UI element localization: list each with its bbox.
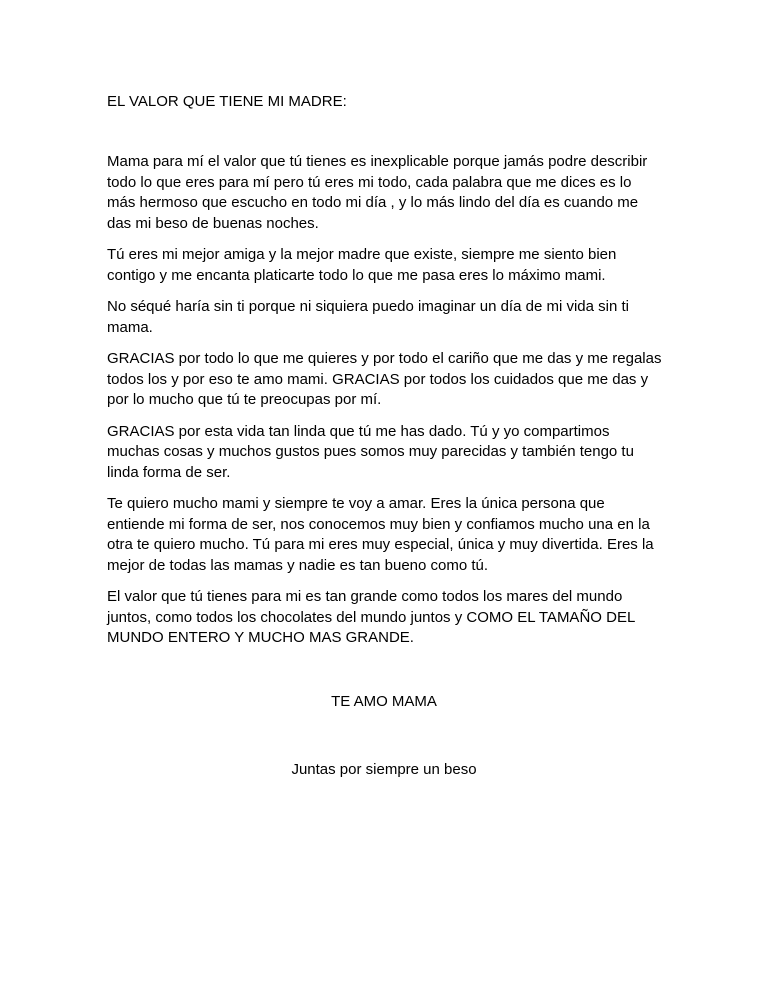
document-title: EL VALOR QUE TIENE MI MADRE: — [107, 93, 347, 110]
paragraph: El valor que tú tienes para mi es tan grande como todos los mares del mundo juntos, como todos los chocolates del mundo juntos y COMO EL TAMAÑO DEL MUNDO ENTERO Y MUCHO MAS GRANDE. — [107, 588, 635, 646]
closing-signoff-line: Juntas por siempre un beso — [291, 761, 477, 778]
paragraph: No séqué haría sin ti porque ni siquiera puedo imaginar un día de mi vida sin ti mama. — [107, 298, 629, 336]
paragraph: Te quiero mucho mami y siempre te voy a amar. Eres la única persona que entiende mi forma de ser, nos conocemos muy bien y confiamos mucho una en la otra te quiero mucho. Tú para mi eres muy especial, única y muy divertida. Eres la mejor de todas las mamas y nadie es tan bueno como tú. — [107, 495, 654, 574]
document-body — [107, 152, 663, 660]
paragraph: Mama para mí el valor que tú tienes es inexplicable porque jamás podre describir todo lo que eres para mí pero tú eres mi todo, cada palabra que me dices es lo más hermoso que escucho en todo mi día , y lo más lindo del día es cuando me das mi beso de buenas noches. — [107, 153, 648, 232]
paragraph: GRACIAS por todo lo que me quieres y por todo el cariño que me das y me regalas todos los y por eso te amo mami. GRACIAS por todos los cuidados que me das y por lo mucho que tú te preocupas por mí. — [107, 350, 662, 408]
closing-love-line: TE AMO MAMA — [331, 693, 437, 710]
paragraph: GRACIAS por esta vida tan linda que tú me has dado. Tú y yo compartimos muchas cosas y muchos gustos pues somos muy parecidas y también tengo tu linda forma de ser. — [107, 422, 634, 481]
paragraph: Tú eres mi mejor amiga y la mejor madre que existe, siempre me siento bien contigo y me encanta platicarte todo lo que me pasa eres lo máximo mami. — [107, 246, 617, 284]
